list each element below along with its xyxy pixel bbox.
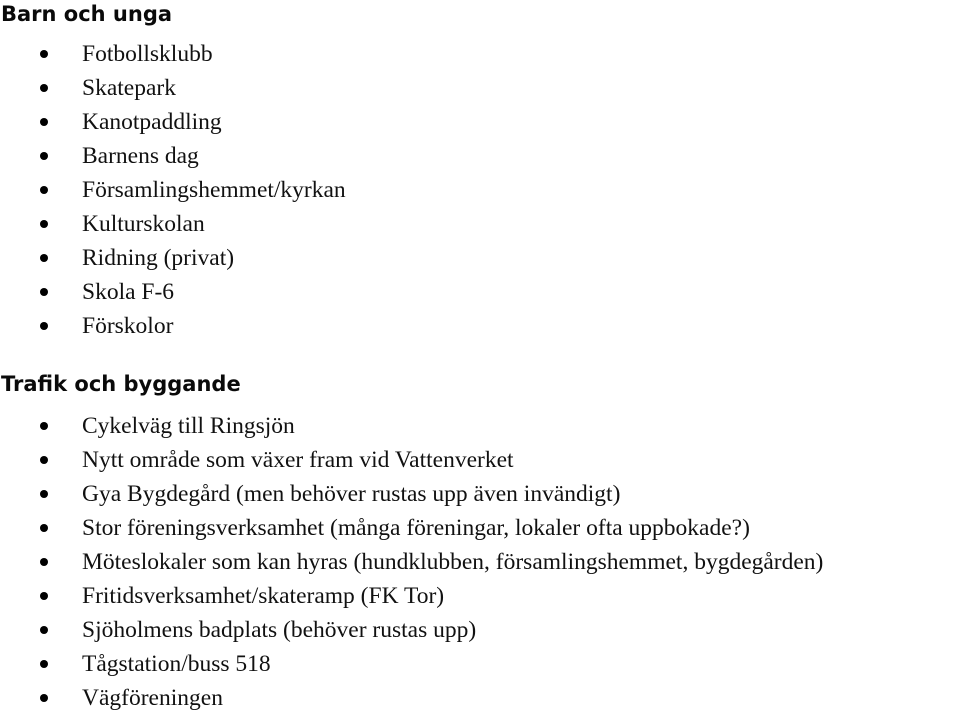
list-item-text: Vägföreningen (82, 685, 223, 711)
bullet-icon (40, 152, 48, 160)
bullet-icon (40, 558, 48, 566)
list-item (0, 477, 960, 511)
bullet-icon (40, 186, 48, 194)
list-item-text: Nytt område som växer fram vid Vattenverket (82, 447, 514, 473)
list-item-text: Församlingshemmet/kyrkan (82, 177, 346, 203)
list-item (0, 443, 960, 477)
list-item (0, 309, 960, 343)
list-item-text: Kanotpaddling (82, 109, 222, 135)
bullet-icon (40, 288, 48, 296)
list-item (0, 511, 960, 545)
list-item (0, 105, 960, 139)
bullet-icon (40, 50, 48, 58)
list-item-text: Stor föreningsverksamhet (många föreningar, lokaler ofta uppbokade?) (82, 515, 750, 541)
bullet-icon (40, 254, 48, 262)
list-item-text: Gya Bygdegård (men behöver rustas upp även invändigt) (82, 481, 621, 507)
list-item-text: Sjöholmens badplats (behöver rustas upp) (82, 617, 477, 643)
list-item (0, 139, 960, 173)
bullet-list (0, 409, 960, 715)
list-item-text: Cykelväg till Ringsjön (82, 413, 295, 439)
list-item-text: Förskolor (82, 313, 174, 339)
bullet-icon (40, 592, 48, 600)
list-item (0, 545, 960, 579)
bullet-icon (40, 660, 48, 668)
section-heading: Barn och unga (1, 2, 173, 26)
list-item-text: Kulturskolan (82, 211, 205, 237)
list-item (0, 275, 960, 309)
bullet-icon (40, 322, 48, 330)
list-item-text: Ridning (privat) (82, 245, 235, 271)
list-item (0, 613, 960, 647)
list-item (0, 71, 960, 105)
bullet-list (0, 37, 960, 343)
bullet-icon (40, 84, 48, 92)
list-item (0, 207, 960, 241)
list-item-text: Möteslokaler som kan hyras (hundklubben, församlingshemmet, bygdegården) (82, 549, 824, 575)
list-item-text: Fritidsverksamhet/skateramp (FK Tor) (82, 583, 445, 609)
list-item (0, 37, 960, 71)
list-item (0, 647, 960, 681)
bullet-icon (40, 456, 48, 464)
section-barn-och-unga (0, 0, 960, 343)
list-item (0, 409, 960, 443)
list-item (0, 681, 960, 715)
list-item-text: Fotbollsklubb (82, 41, 213, 67)
bullet-icon (40, 422, 48, 430)
list-item-text: Barnens dag (82, 143, 199, 169)
list-item (0, 579, 960, 613)
list-item-text: Tågstation/buss 518 (82, 651, 271, 677)
bullet-icon (40, 694, 48, 702)
bullet-icon (40, 626, 48, 634)
list-item-text: Skatepark (82, 75, 176, 101)
bullet-icon (40, 220, 48, 228)
list-item-text: Skola F-6 (82, 279, 175, 305)
list-item (0, 241, 960, 275)
bullet-icon (40, 490, 48, 498)
list-item (0, 173, 960, 207)
section-heading: Trafik och byggande (1, 372, 241, 396)
section-trafik-och-byggande (0, 370, 960, 715)
bullet-icon (40, 524, 48, 532)
bullet-icon (40, 118, 48, 126)
